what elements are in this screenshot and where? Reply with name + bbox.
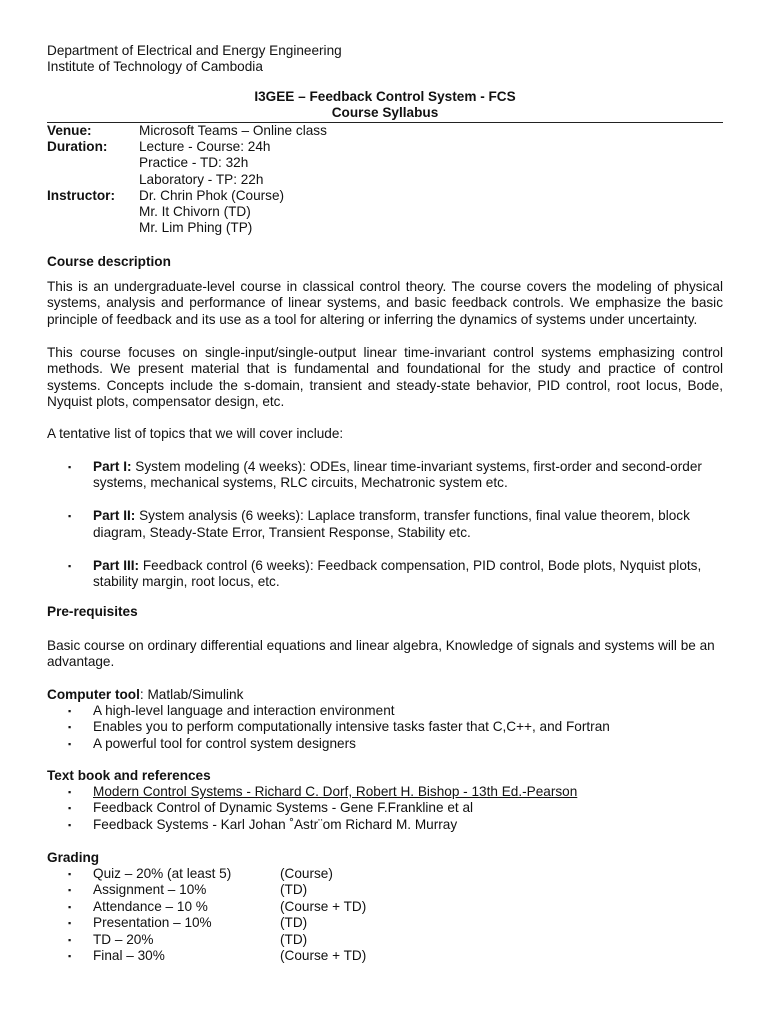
bullet-icon: ▪	[68, 738, 72, 749]
prerequisites-text: Basic course on ordinary differential equations and linear algebra, Knowledge of signals and systems will be an advantage.	[47, 638, 715, 670]
bullet-icon: ▪	[68, 803, 72, 814]
bullet-icon: ▪	[68, 462, 72, 472]
part-label: Part III:	[93, 557, 140, 573]
part-text: System modeling (4 weeks): ODEs, linear time-invariant systems, first-order and second-order systems, mechanical systems, RLC circuits, Mechatronic system etc.	[93, 459, 702, 491]
grading-list	[68, 866, 723, 964]
list-item: ▪ Assignment – 10% (TD)	[68, 882, 308, 898]
bullet-icon: ▪	[68, 901, 72, 912]
computer-tool-label: Computer tool	[47, 687, 140, 702]
bullet-icon: ▪	[68, 706, 72, 716]
duration-lecture: Lecture - Course: 24h	[139, 139, 271, 155]
computer-tool-line	[47, 687, 243, 703]
bullet-icon: ▪	[68, 934, 72, 945]
course-title: I3GEE – Feedback Control System - FCS	[254, 89, 516, 104]
list-item: ▪ Feedback Systems - Karl Johan ˚Astr¨om Richard M. Murray	[68, 816, 458, 832]
part-text: Feedback control (6 weeks): Feedback compensation, PID control, Bode plots, Nyquist plots, stability margin, root locus, etc.	[93, 557, 702, 590]
part-label: Part II:	[93, 508, 136, 524]
duration-label: Duration:	[47, 139, 108, 155]
instructor-row	[47, 188, 327, 237]
venue-label: Venue:	[47, 123, 92, 138]
list-item: ▪ Attendance – 10 % (Course + TD)	[68, 898, 367, 914]
textbooks-heading: Text book and references	[47, 768, 211, 783]
part-text: System analysis (6 weeks): Laplace transform, transfer functions, final value theorem, block diagram, Steady-State Error, Transient Response, Stability etc.	[93, 508, 690, 540]
list-item	[68, 558, 723, 591]
computer-tool-list	[68, 703, 723, 752]
prerequisites-heading: Pre-requisites	[47, 604, 138, 619]
computer-tool-value: : Matlab/Simulink	[139, 687, 244, 702]
topics-list	[68, 459, 723, 607]
bullet-icon: ▪	[68, 560, 72, 571]
bullet-icon: ▪	[68, 885, 72, 896]
textbooks-list	[68, 784, 723, 833]
list-item: ▪ Final – 30% (Course + TD)	[68, 948, 367, 964]
list-item: ▪ Enables you to perform computationally intensive tasks faster that C,C++, and Fortran	[68, 719, 610, 735]
bullet-icon: ▪	[68, 722, 72, 733]
description-paragraph-1: This is an undergraduate-level course in classical control theory. The course covers the modeling of physical systems, analysis and performance of linear systems, and basic feedback controls. We emphasize the basic principle of feedback and its use as a tool for altering or inferring the dynamics of systems under uncertainty.	[47, 279, 723, 327]
instructor-td: Mr. It Chivorn (TD)	[139, 204, 251, 220]
list-item: ▪ A high-level language and interaction environment	[68, 703, 395, 718]
instructor-tp: Mr. Lim Phing (TP)	[139, 220, 253, 236]
list-item: ▪ Feedback Control of Dynamic Systems - Gene F.Frankline et al	[68, 800, 474, 816]
list-item	[68, 459, 723, 492]
list-item: ▪ A powerful tool for control system designers	[68, 735, 356, 751]
venue-value: Microsoft Teams – Online class	[139, 123, 327, 138]
course-description-heading: Course description	[47, 254, 171, 269]
topics-intro: A tentative list of topics that we will cover include:	[47, 426, 344, 441]
instructor-label: Instructor:	[47, 187, 115, 203]
bullet-icon: ▪	[68, 951, 72, 962]
bullet-icon: ▪	[68, 819, 72, 830]
list-item: ▪ Presentation – 10% (TD)	[68, 915, 308, 931]
venue-row	[47, 123, 327, 139]
description-paragraph-2: This course focuses on single-input/single-output linear time-invariant control systems emphasizing control methods. We present material that is fundamental and foundational for the study and practice of control systems. Concepts include the s-domain, transient and steady-state behavior, PID control, root locus, Bode, Nyquist plots, compensator design, etc.	[47, 345, 723, 410]
list-item: ▪ TD – 20% (TD)	[68, 931, 308, 947]
bullet-icon: ▪	[68, 869, 72, 879]
list-item	[68, 508, 723, 541]
list-item	[68, 784, 723, 800]
department-name: Department of Electrical and Energy Engineering	[47, 43, 342, 58]
list-item: ▪ Quiz – 20% (at least 5) (Course)	[68, 866, 333, 881]
grading-heading: Grading	[47, 850, 100, 865]
part-label: Part I:	[93, 459, 132, 474]
duration-practice: Practice - TD: 32h	[139, 155, 249, 171]
bullet-icon: ▪	[68, 787, 72, 797]
course-meta	[47, 123, 327, 236]
duration-laboratory: Laboratory - TP: 22h	[139, 171, 264, 187]
syllabus-subtitle: Course Syllabus	[331, 105, 439, 120]
instructor-course: Dr. Chrin Phok (Course)	[139, 187, 285, 203]
duration-row	[47, 139, 327, 188]
institute-name: Institute of Technology of Cambodia	[47, 59, 263, 74]
bullet-icon: ▪	[68, 511, 72, 522]
textbook-link[interactable]: Modern Control Systems - Richard C. Dorf, Robert H. Bishop - 13th Ed.-Pearson	[93, 784, 578, 799]
bullet-icon: ▪	[68, 918, 72, 929]
